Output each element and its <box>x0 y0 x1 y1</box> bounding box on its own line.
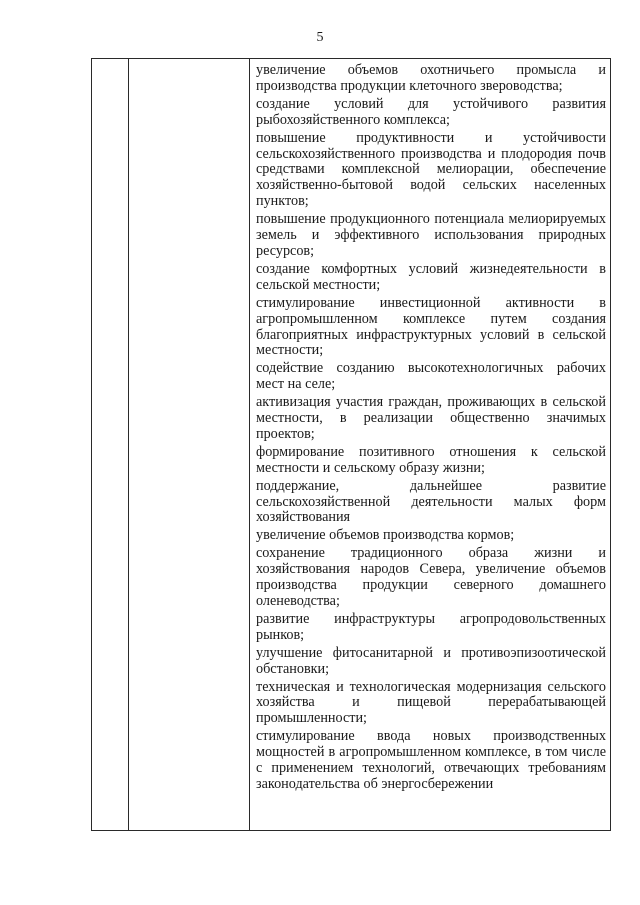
content-list <box>250 59 610 793</box>
list-item: сохранение традиционного образа жизни и хозяйствования народов Севера, увеличение объемов производства продукции северного домашнего оленеводства; <box>256 545 606 609</box>
content-table <box>91 58 611 831</box>
table-row <box>92 59 611 831</box>
list-item: развитие инфраструктуры агропродовольственных рынков; <box>256 610 606 643</box>
number-cell <box>92 59 129 831</box>
label-cell <box>129 59 250 831</box>
page-number: 5 <box>316 30 324 45</box>
list-item: повышение продуктивности и устойчивости сельскохозяйственного производства и плодородия почв средствами комплексной мелиорации, обеспечение хозяйственно-бытовой водой сельских населенных пунктов; <box>256 129 606 210</box>
content-cell <box>250 59 611 831</box>
list-item: стимулирование инвестиционной активности в агропромышленном комплексе путем создания благоприятных инфраструктурных условий в сельской местности; <box>256 294 606 359</box>
list-item: повышение продукционного потенциала мелиорируемых земель и эффективного использования природных ресурсов; <box>256 211 606 259</box>
list-item: улучшение фитосанитарной и противоэпизоотической обстановки; <box>256 644 606 677</box>
list-item: формирование позитивного отношения к сельской местности и сельскому образу жизни; <box>256 443 606 476</box>
list-item: создание условий для устойчивого развития рыбохозяйственного комплекса; <box>256 95 606 128</box>
list-item: увеличение объемов производства кормов; <box>256 527 515 544</box>
list-item: увеличение объемов охотничьего промысла и производства продукции клеточного звероводства; <box>256 62 606 94</box>
list-item: техническая и технологическая модернизация сельского хозяйства и пищевой перерабатывающей промышленности; <box>256 678 606 727</box>
list-item: создание комфортных условий жизнедеятельности в сельской местности; <box>256 260 606 293</box>
list-item: содействие созданию высокотехнологичных рабочих мест на селе; <box>256 360 606 393</box>
list-item: активизация участия граждан, проживающих в сельской местности, в реализации общественно значимых проектов; <box>256 394 606 442</box>
list-item: поддержание, дальнейшее развитие сельскохозяйственной деятельности малых форм хозяйствования <box>256 477 606 526</box>
list-item: стимулирование ввода новых производственных мощностей в агропромышленном комплексе, в том числе с применением технологий, отвечающих требованиям законодательства об энергосбережении <box>256 728 606 792</box>
